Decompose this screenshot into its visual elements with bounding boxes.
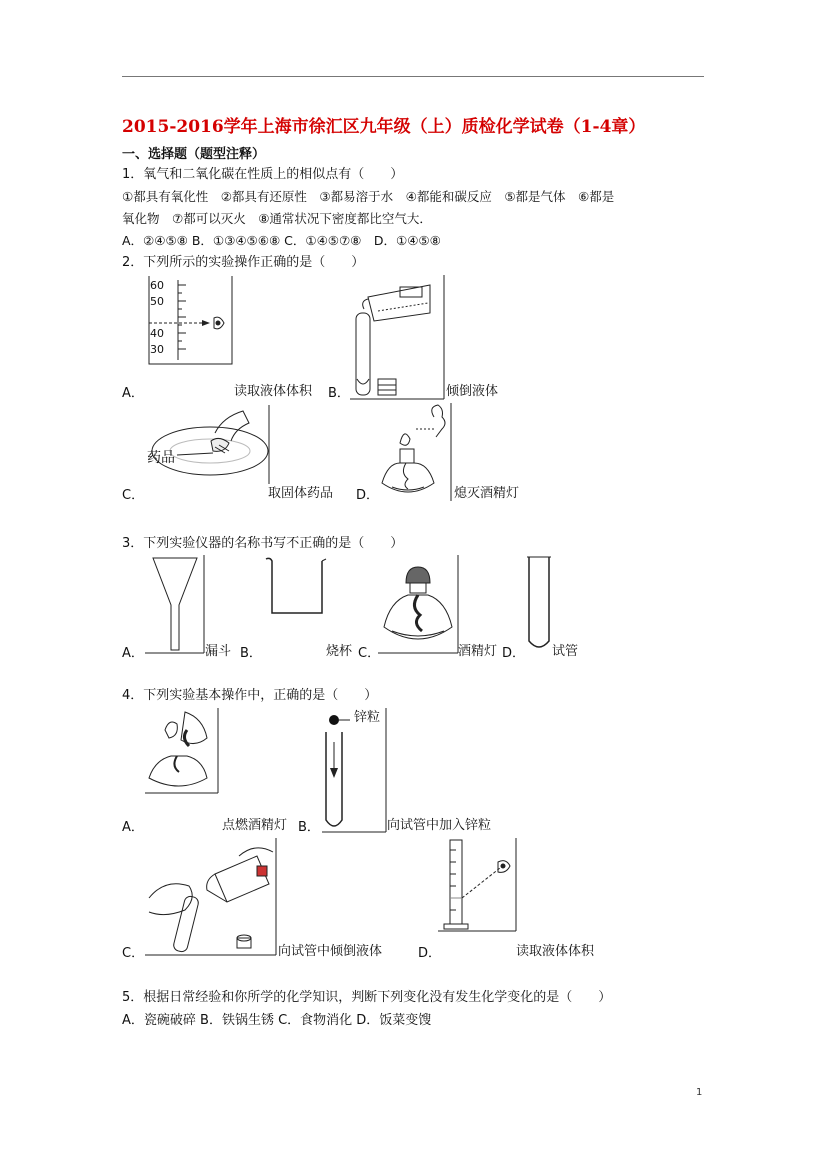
- q3-b-letter: B．: [240, 646, 262, 661]
- q2-b-letter: B．: [328, 386, 350, 401]
- q4-c-label: 向试管中倾倒液体: [278, 944, 383, 959]
- q1-stem: 1．氧气和二氧化碳在性质上的相似点有（ ）: [122, 167, 404, 182]
- q4-a-label: 点燃酒精灯: [222, 818, 288, 833]
- q2-fig-a-tick-60: 60: [150, 279, 164, 292]
- q4-fig-a-lighting-lamp: [145, 708, 220, 794]
- q3-fig-alcohol-lamp: [378, 555, 460, 655]
- q3-d-label: 试管: [552, 644, 579, 659]
- q3-a-label: 漏斗: [205, 644, 232, 659]
- q4-d-label: 读取液体体积: [516, 944, 595, 959]
- q2-fig-b-pouring-liquid: [350, 275, 445, 400]
- q2-stem: 2．下列所示的实验操作正确的是（ ）: [122, 255, 365, 270]
- q4-d-letter: D．: [418, 946, 442, 961]
- q4-c-letter: C．: [122, 946, 145, 961]
- q1-options: A．②④⑤⑧ B．①③④⑤⑥⑧ C．①④⑤⑦⑧ D．①④⑤⑧: [122, 233, 441, 248]
- q5-options: A．瓷碗破碎 B．铁锅生锈 C．食物消化 D．饭菜变馊: [122, 1013, 432, 1028]
- q1-line2: 氧化物 ⑦都可以灭火 ⑧通常状况下密度都比空气大．: [122, 211, 432, 226]
- q2-a-letter: A．: [122, 386, 144, 401]
- header-rule: [122, 76, 704, 77]
- q5-stem: 5．根据日常经验和你所学的化学知识，判断下列变化没有发生化学变化的是（ ）: [122, 990, 612, 1005]
- q4-a-letter: A．: [122, 820, 144, 835]
- q2-a-label: 读取液体体积: [234, 384, 313, 399]
- q4-fig-b-adding-zinc: [322, 708, 387, 834]
- q4-fig-d-reading-volume: [438, 838, 518, 932]
- q4-b-label: 向试管中加入锌粒: [387, 818, 492, 833]
- q2-fig-a-tick-30: 30: [150, 343, 164, 356]
- q2-d-letter: D．: [356, 488, 380, 503]
- q3-fig-test-tube: [525, 555, 555, 655]
- q2-c-letter: C．: [122, 488, 145, 503]
- q3-c-label: 酒精灯: [458, 644, 498, 659]
- page-title: 2015-2016学年上海市徐汇区九年级（上）质检化学试卷（1-4章）: [122, 117, 646, 137]
- q2-fig-c-taking-solid: [145, 405, 270, 485]
- q4-fig-c-pouring-into-tube: [145, 838, 277, 956]
- section-heading: 一、选择题（题型注释）: [122, 147, 266, 162]
- page-number: 1: [696, 1087, 703, 1098]
- q2-b-label: 倾倒液体: [446, 384, 499, 399]
- q2-fig-d-extinguish-lamp: [378, 403, 453, 503]
- q2-fig-a-tick-50: 50: [150, 295, 164, 308]
- q4-b-letter: B．: [298, 820, 320, 835]
- q3-fig-funnel: [145, 555, 205, 655]
- q2-c-label: 取固体药品: [268, 486, 334, 501]
- q3-a-letter: A．: [122, 646, 144, 661]
- q3-d-letter: D．: [502, 646, 526, 661]
- q3-c-letter: C．: [358, 646, 381, 661]
- q2-d-label: 熄灭酒精灯: [454, 486, 520, 501]
- q3-fig-beaker: [262, 555, 327, 620]
- q1-line1: ①都具有氧化性 ②都具有还原性 ③都易溶于水 ④都能和碳反应 ⑤都是气体 ⑥都是: [122, 189, 615, 204]
- q4-fig-b-label-zinc: 锌粒: [354, 710, 381, 725]
- q3-stem: 3．下列实验仪器的名称书写不正确的是（ ）: [122, 536, 404, 551]
- q2-fig-a-tick-40: 40: [150, 327, 164, 340]
- q2-fig-c-label-drug: 药品: [147, 450, 175, 466]
- q4-stem: 4．下列实验基本操作中，正确的是（ ）: [122, 688, 378, 703]
- q3-b-label: 烧杯: [326, 644, 353, 659]
